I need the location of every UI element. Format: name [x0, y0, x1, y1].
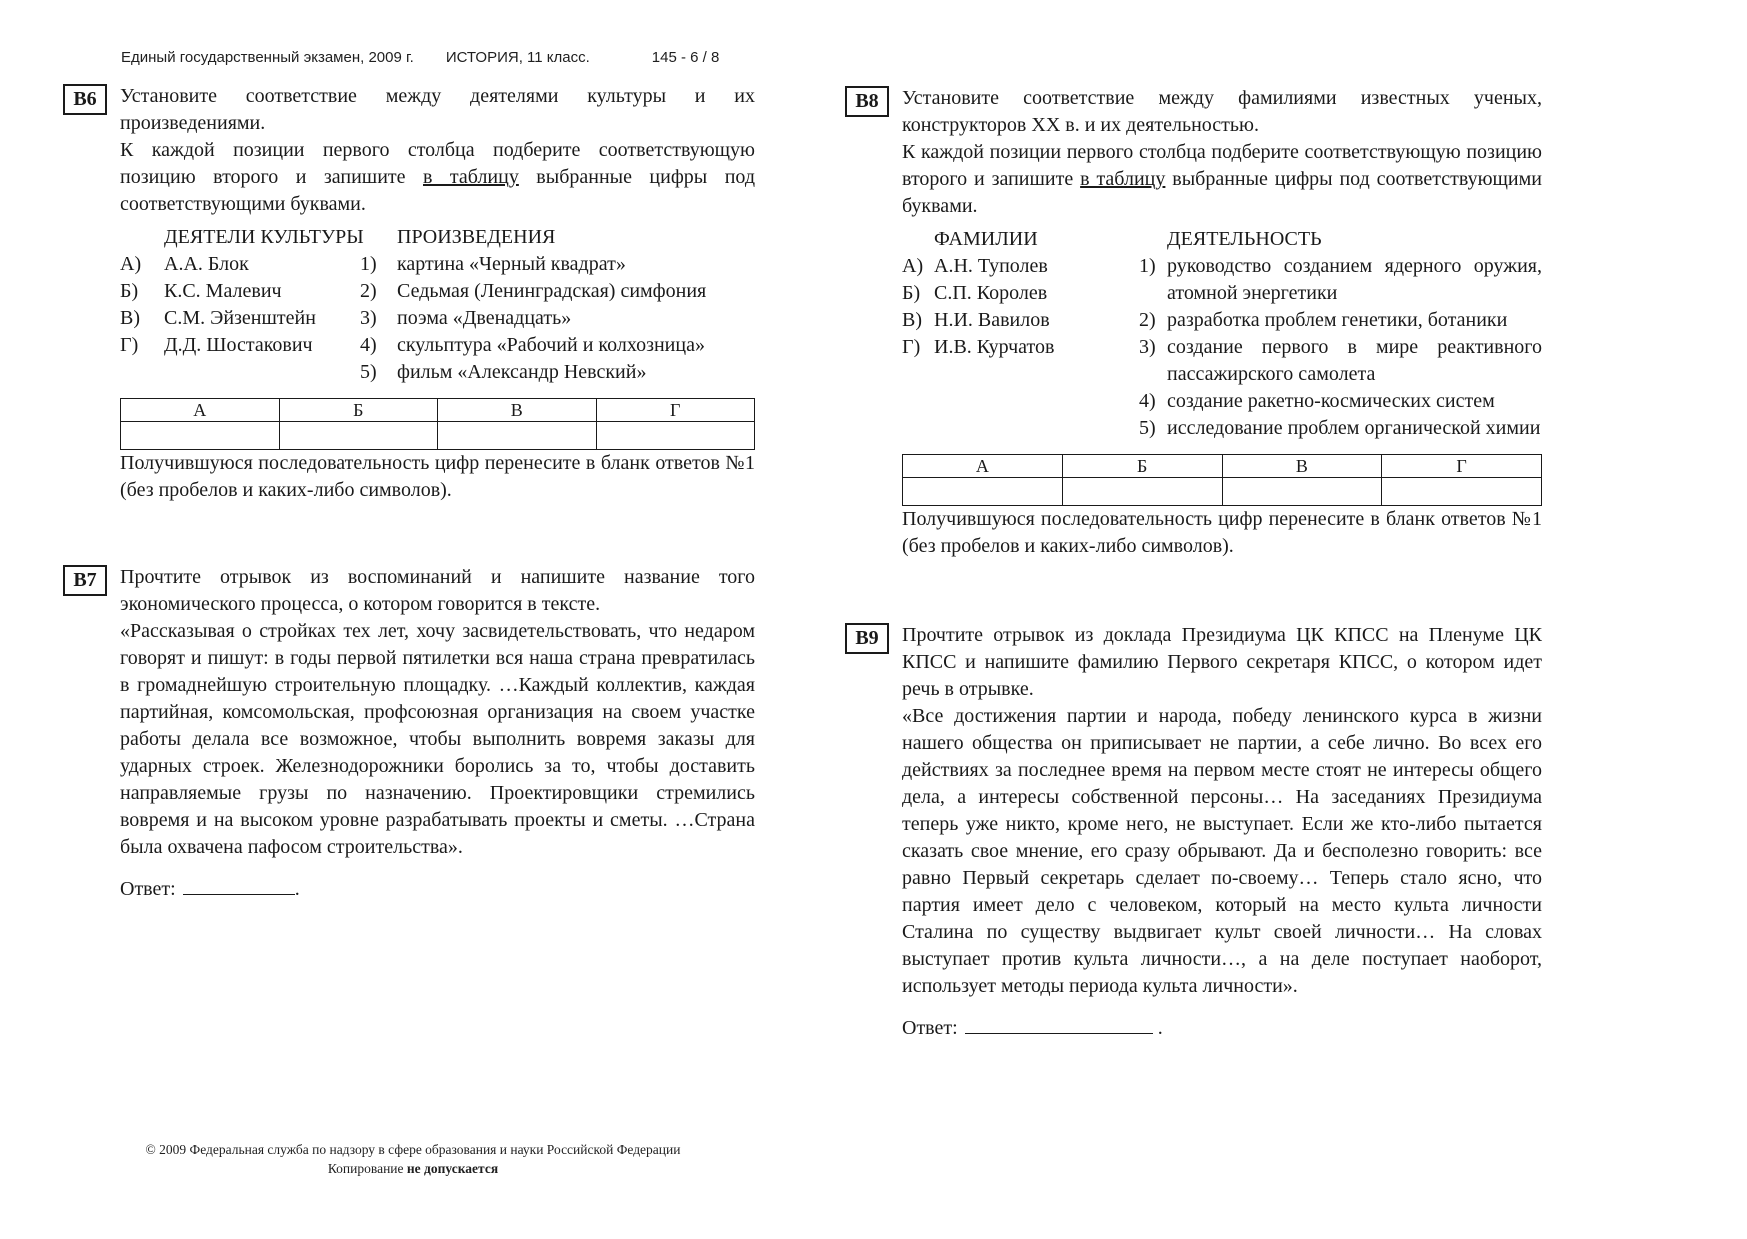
item-number: 3)	[1139, 336, 1156, 358]
question-body-b8	[902, 85, 1542, 560]
footer-no-copy-bold: не допускается	[406, 1161, 499, 1176]
answer-table-header-cell: А	[121, 399, 280, 422]
task-text-b6: Установите соответствие между деятелями культуры и их произведениями.	[120, 85, 755, 134]
answer-label: Ответ:	[120, 878, 176, 900]
answer-blank-cell	[279, 422, 438, 450]
instruction-underlined: в таблицу	[1080, 168, 1166, 190]
instruction-post: выбранные цифры под соответствующими буквами.	[120, 166, 756, 215]
list-item	[1139, 415, 1542, 442]
answer-punct: .	[294, 878, 300, 900]
question-body-b9	[902, 622, 1542, 1042]
item-text: поэма «Двенадцать»	[397, 307, 572, 329]
item-text: Н.И. Вавилов	[934, 309, 1050, 331]
footer-no-copy-notice	[63, 1159, 763, 1178]
list-item	[360, 305, 755, 332]
answer-table-header-cell: В	[438, 399, 597, 422]
item-text: руководство созданием ядерного оружия, атомной энергетики	[1167, 255, 1542, 304]
item-text: Д.Д. Шостакович	[164, 334, 313, 356]
match-lists-b8	[902, 226, 1542, 442]
list-item	[1139, 334, 1542, 388]
match-left-column-b6	[120, 224, 364, 386]
answer-blank-cell	[1062, 478, 1222, 506]
item-key: Б)	[902, 282, 921, 304]
answer-blank-line	[965, 1018, 1153, 1034]
transfer-instruction-b8: Получившуюся последовательность цифр перенесите в бланк ответов №1 (без пробелов и каких-либо символов).	[902, 508, 1542, 557]
item-text: А.Н. Туполев	[934, 255, 1048, 277]
answer-blank-cell	[596, 422, 755, 450]
footer-no-copy-normal: Копирование	[327, 1161, 407, 1176]
footer-copyright: © 2009 Федеральная служба по надзору в сфере образования и науки Российской Федерации	[145, 1142, 681, 1157]
item-text: разработка проблем генетики, ботаники	[1167, 309, 1508, 331]
item-key: В)	[120, 307, 140, 329]
answer-table-header-row	[903, 455, 1542, 478]
item-key: А)	[120, 253, 142, 275]
question-body-b7	[120, 564, 755, 903]
answer-blank-cell	[121, 422, 280, 450]
question-label-b8: В8	[845, 86, 889, 117]
right-column	[845, 85, 1542, 1042]
task-text-b7: Прочтите отрывок из воспоминаний и напишите название того экономического процесса, о котором говорится в тексте.	[120, 566, 755, 615]
left-column	[63, 48, 755, 903]
answer-punct: .	[1152, 1017, 1163, 1039]
item-text: С.М. Эйзенштейн	[164, 307, 316, 329]
question-b9	[845, 622, 1542, 1042]
quote-text-b7: «Рассказывая о стройках тех лет, хочу засвидетельствовать, что недаром говорят и пишут: в годы первой пятилетки вся наша страна превратилась в громаднейшую строительную площадку. …Каждый коллектив, каждая партийная, комсомольская, профсоюзная организация на своем участке работы делала все возможное, чтобы выполнить вовремя заказы для ударных строек. Железнодорожники боролись за то, чтобы доставить направляемые грузы по назначению. Проектировщики стремились вовремя и на высоком уровне разрабатывать проекты и сметы. …Страна была охвачена пафосом строительства».	[120, 620, 755, 858]
instruction-pre: К каждой позиции первого столбца подберите соответствующую позицию второго и запишите	[120, 139, 755, 188]
item-number: 5)	[360, 361, 377, 383]
list-item	[360, 278, 755, 305]
list-item	[120, 251, 360, 278]
answer-table-header-cell: Б	[279, 399, 438, 422]
item-key: Г)	[120, 334, 139, 356]
instruction-underlined: в таблицу	[423, 166, 519, 188]
list-item	[1139, 253, 1542, 307]
match-right-column-b6	[360, 224, 755, 386]
instruction-text-b8	[902, 139, 1542, 220]
quote-text-b9: «Все достижения партии и народа, победу ленинского курса в жизни нашего общества он приписывает не партии, а себе лично. Во всех его действиях за последнее время на первом месте стоят не интересы общего дела, а интересы собственной персоны… На заседаниях Президиума теперь уже никто, кроме него, не выступает. Если же кто-либо пытается сказать свое мнение, его сразу обрывают. Да и бесполезно говорить: все равно Первый секретарь сделает по-своему… Теперь стало ясно, что партия имеет дело с человеком, который на место культа личности Сталина по существу выдвигает культ своей личности… На словах выступает против культа личности…, а на деле поступает наоборот, использует методы периода культа личности».	[902, 705, 1542, 997]
answer-table-b8	[902, 454, 1542, 506]
match-left-column-b8	[902, 226, 1139, 442]
answer-table-header-cell: В	[1222, 455, 1382, 478]
question-b8	[845, 85, 1542, 560]
item-number: 4)	[360, 334, 377, 356]
answer-table-header-cell: Г	[596, 399, 755, 422]
match-left-title-b6: ДЕЯТЕЛИ КУЛЬТУРЫ	[164, 226, 364, 248]
item-key: Г)	[902, 336, 921, 358]
item-number: 5)	[1139, 417, 1156, 439]
answer-table-header-cell: А	[903, 455, 1063, 478]
item-text: исследование проблем органической химии	[1167, 417, 1541, 439]
list-item	[360, 332, 755, 359]
answer-table-header-cell: Б	[1062, 455, 1222, 478]
item-number: 1)	[360, 253, 377, 275]
list-item	[360, 251, 755, 278]
item-number: 1)	[1139, 255, 1156, 277]
item-key: А)	[902, 255, 924, 277]
answer-table-blank-row	[903, 478, 1542, 506]
match-right-title-b6: ПРОИЗВЕДЕНИЯ	[397, 226, 556, 248]
item-text: Седьмая (Ленинградская) симфония	[397, 280, 707, 302]
answer-blank-cell	[903, 478, 1063, 506]
transfer-instruction-b6: Получившуюся последовательность цифр перенесите в бланк ответов №1 (без пробелов и каких-либо символов).	[120, 452, 755, 501]
answer-blank-cell	[438, 422, 597, 450]
answer-row-b7	[120, 876, 755, 903]
list-item	[120, 305, 360, 332]
list-item	[902, 334, 1139, 361]
item-text: К.С. Малевич	[164, 280, 282, 302]
item-text: С.П. Королев	[934, 282, 1048, 304]
instruction-pre: К каждой позиции первого столбца подберите соответствующую позицию второго и запишите	[902, 141, 1542, 190]
page-footer	[63, 1140, 763, 1178]
item-text: А.А. Блок	[164, 253, 249, 275]
match-left-title-b8: ФАМИЛИИ	[934, 228, 1038, 250]
question-label-b6: В6	[63, 84, 107, 115]
answer-blank-line	[183, 879, 295, 895]
list-item	[120, 278, 360, 305]
list-item	[120, 332, 360, 359]
item-text: картина «Черный квадрат»	[397, 253, 626, 275]
page-number: 145 - 6 / 8	[651, 49, 720, 66]
match-lists-b6	[120, 224, 755, 386]
item-number: 2)	[360, 280, 377, 302]
list-item	[902, 280, 1139, 307]
list-item	[360, 359, 755, 386]
answer-table-b6	[120, 398, 755, 450]
item-text: И.В. Курчатов	[934, 336, 1055, 358]
item-text: создание первого в мире реактивного пассажирского самолета	[1167, 336, 1542, 385]
answer-label: Ответ:	[902, 1017, 958, 1039]
answer-blank-cell	[1222, 478, 1382, 506]
answer-table-blank-row	[121, 422, 755, 450]
question-body-b6	[120, 83, 755, 504]
answer-row-b9	[902, 1015, 1542, 1042]
item-key: Б)	[120, 280, 139, 302]
answer-table-header-row	[121, 399, 755, 422]
item-text: скульптура «Рабочий и колхозница»	[397, 334, 705, 356]
exam-title: Единый государственный экзамен, 2009 г.	[121, 49, 414, 66]
item-number: 4)	[1139, 390, 1156, 412]
question-label-b7: В7	[63, 565, 107, 596]
item-number: 2)	[1139, 309, 1156, 331]
question-label-b9: В9	[845, 623, 889, 654]
task-text-b8: Установите соответствие между фамилиями известных ученых, конструкторов XX в. и их деятельностью.	[902, 87, 1542, 136]
answer-table-header-cell: Г	[1382, 455, 1542, 478]
match-right-title-b8: ДЕЯТЕЛЬНОСТЬ	[1167, 228, 1322, 250]
list-item	[1139, 388, 1542, 415]
question-b6	[63, 83, 755, 504]
instruction-text-b6	[120, 137, 755, 218]
item-number: 3)	[360, 307, 377, 329]
question-b7	[63, 564, 755, 903]
page-header	[63, 48, 755, 68]
instruction-post: выбранные цифры под соответствующими буквами.	[902, 168, 1542, 217]
item-text: фильм «Александр Невский»	[397, 361, 647, 383]
item-key: В)	[902, 309, 922, 331]
task-text-b9: Прочтите отрывок из доклада Президиума ЦК КПСС на Пленуме ЦК КПСС и напишите фамилию Первого секретаря КПСС, о котором идет речь в отрывке.	[902, 624, 1542, 700]
list-item	[1139, 307, 1542, 334]
list-item	[902, 307, 1139, 334]
subject-title: ИСТОРИЯ, 11 класс.	[445, 49, 590, 66]
list-item	[902, 253, 1139, 280]
item-text: создание ракетно-космических систем	[1167, 390, 1495, 412]
match-right-column-b8	[1139, 226, 1542, 442]
answer-blank-cell	[1382, 478, 1542, 506]
